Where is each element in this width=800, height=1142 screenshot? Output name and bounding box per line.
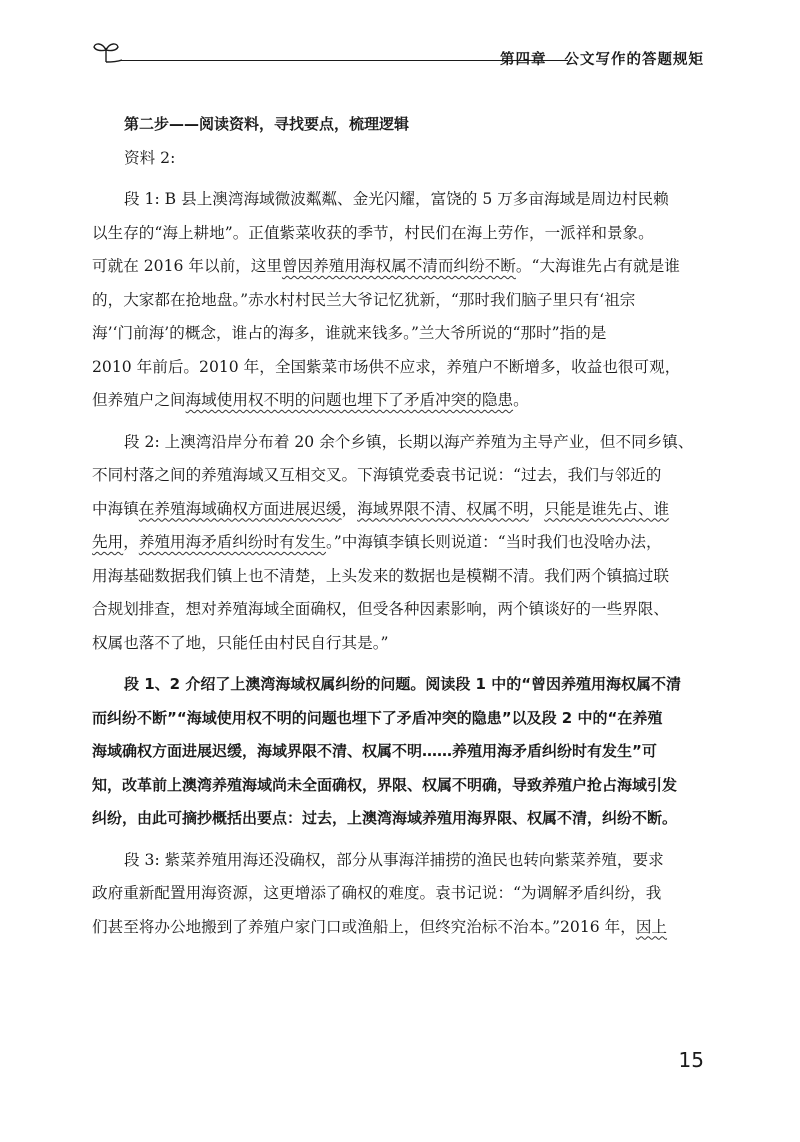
text-line: 的，大家都在抢地盘。”赤水村村民兰大爷记忆犹新，“那时我们脑子里只有‘祖宗 — [92, 290, 636, 309]
underlined-key-phrase: 海域界限不清、权属不明 — [357, 499, 529, 518]
underlined-key-phrase: 曾因养殖用海权属不清而纠纷不断 — [281, 257, 516, 275]
underlined-key-phrase: 养殖用海矛盾纠纷时有发生 — [138, 533, 326, 551]
text-span: 。”中海镇李镇长则说道：“当时我们也没啥办法， — [325, 533, 662, 551]
step-heading: 第二步——阅读资料，寻找要点，梳理逻辑 — [124, 115, 410, 133]
chapter-number: 第四章 — [500, 52, 547, 68]
text-line — [92, 526, 706, 560]
paragraph-3 — [92, 844, 706, 945]
text-span: 。“大海谁先占有就是谁 — [515, 257, 680, 275]
text-span: 们甚至将办公地搬到了养殖户家门口或渔船上，但终究治标不治本。”2016 年， — [92, 917, 636, 936]
text-line: 段 1、2 介绍了上澳湾海域权属纠纷的问题。阅读段 1 中的“曾因养殖用海权属不清 — [124, 675, 682, 693]
text-line: 2010 年前后。2010 年，全国紫菜市场供不应求，养殖户不断增多，收益也很可观， — [92, 357, 681, 376]
text-line: 权属也落不了地，只能任由村民自行其是。” — [92, 633, 389, 652]
running-header — [92, 38, 704, 68]
underlined-key-phrase: 海域使用权不明的问题也埋下了矛盾冲突的隐患 — [185, 391, 514, 409]
text-span: 中海镇 — [92, 499, 139, 518]
text-line: 知，改革前上澳湾养殖海域尚未全面确权，界限、权属不明确，导致养殖户抢占海域引发 — [92, 775, 678, 794]
text-line: 用海基础数据我们镇上也不清楚，上头发来的数据也是模糊不清。我们两个镇搞过联 — [92, 566, 669, 585]
underlined-key-phrase: 因上 — [635, 917, 668, 936]
chapter-name: 公文写作的答题规矩 — [564, 52, 704, 68]
text-span: 但养殖户之间 — [92, 391, 186, 409]
text-span: ， — [341, 499, 358, 518]
chapter-title — [500, 48, 704, 69]
text-span: 。 — [513, 391, 529, 409]
text-line: 段 3: 紫菜养殖用海还没确权，部分从事海洋捕捞的渔民也转向紫菜养殖，要求 — [124, 850, 664, 869]
text-line: 海’‘门前海’的概念，谁占的海多，谁就来钱多。”兰大爷所说的“那时”指的是 — [92, 324, 607, 342]
sprout-icon — [92, 38, 122, 66]
text-line: 以生存的“海上耕地”。正值紫菜收获的季节，村民们在海上劳作，一派祥和景象。 — [92, 223, 654, 242]
underlined-key-phrase: 只能是谁先占、谁 — [544, 499, 670, 518]
paragraph-1 — [92, 183, 706, 418]
text-span: ， — [123, 533, 139, 551]
text-line — [92, 493, 706, 527]
text-line: 纠纷，由此可摘抄概括出要点：过去，上澳湾海域养殖用海界限、权属不清，纠纷不断。 — [92, 809, 678, 827]
text-span: 可就在 2016 年以前，这里 — [92, 257, 282, 275]
text-line — [92, 384, 706, 418]
text-line — [92, 250, 706, 284]
text-line: 段 1: B 县上澳湾海域微波粼粼、金光闪耀，富饶的 5 万多亩海域是周边村民赖 — [124, 190, 669, 208]
text-line: 海域确权方面进展迟缓，海域界限不清、权属不明……养殖用海矛盾纠纷时有发生”可 — [92, 742, 657, 760]
text-line: 合规划排查，想对养殖海域全面确权，但受各种因素影响，两个镇谈好的一些界限、 — [92, 600, 669, 618]
text-line — [92, 911, 706, 945]
paragraph-2 — [92, 426, 706, 661]
text-span: ， — [528, 499, 545, 518]
page-number: 15 — [678, 1048, 704, 1072]
text-line: 不同村落之间的养殖海域又互相交叉。下海镇党委袁书记说：“过去，我们与邻近的 — [92, 466, 662, 484]
page-body — [92, 108, 706, 944]
material-label: 资料 2: — [124, 148, 176, 167]
text-line: 而纠纷不断”“海域使用权不明的问题也埋下了矛盾冲突的隐患”以及段 2 中的“在养殖 — [92, 708, 663, 727]
text-line: 段 2: 上澳湾沿岸分布着 20 余个乡镇，长期以海产养殖为主导产业，但不同乡镇、 — [124, 432, 694, 451]
underlined-key-phrase: 在养殖海域确权方面进展迟缓 — [138, 499, 342, 518]
text-line: 政府重新配置用海资源，这更增添了确权的难度。袁书记说：“为调解矛盾纠纷，我 — [92, 884, 662, 902]
analysis-paragraph — [92, 668, 706, 836]
underlined-key-phrase: 先用 — [92, 533, 124, 551]
